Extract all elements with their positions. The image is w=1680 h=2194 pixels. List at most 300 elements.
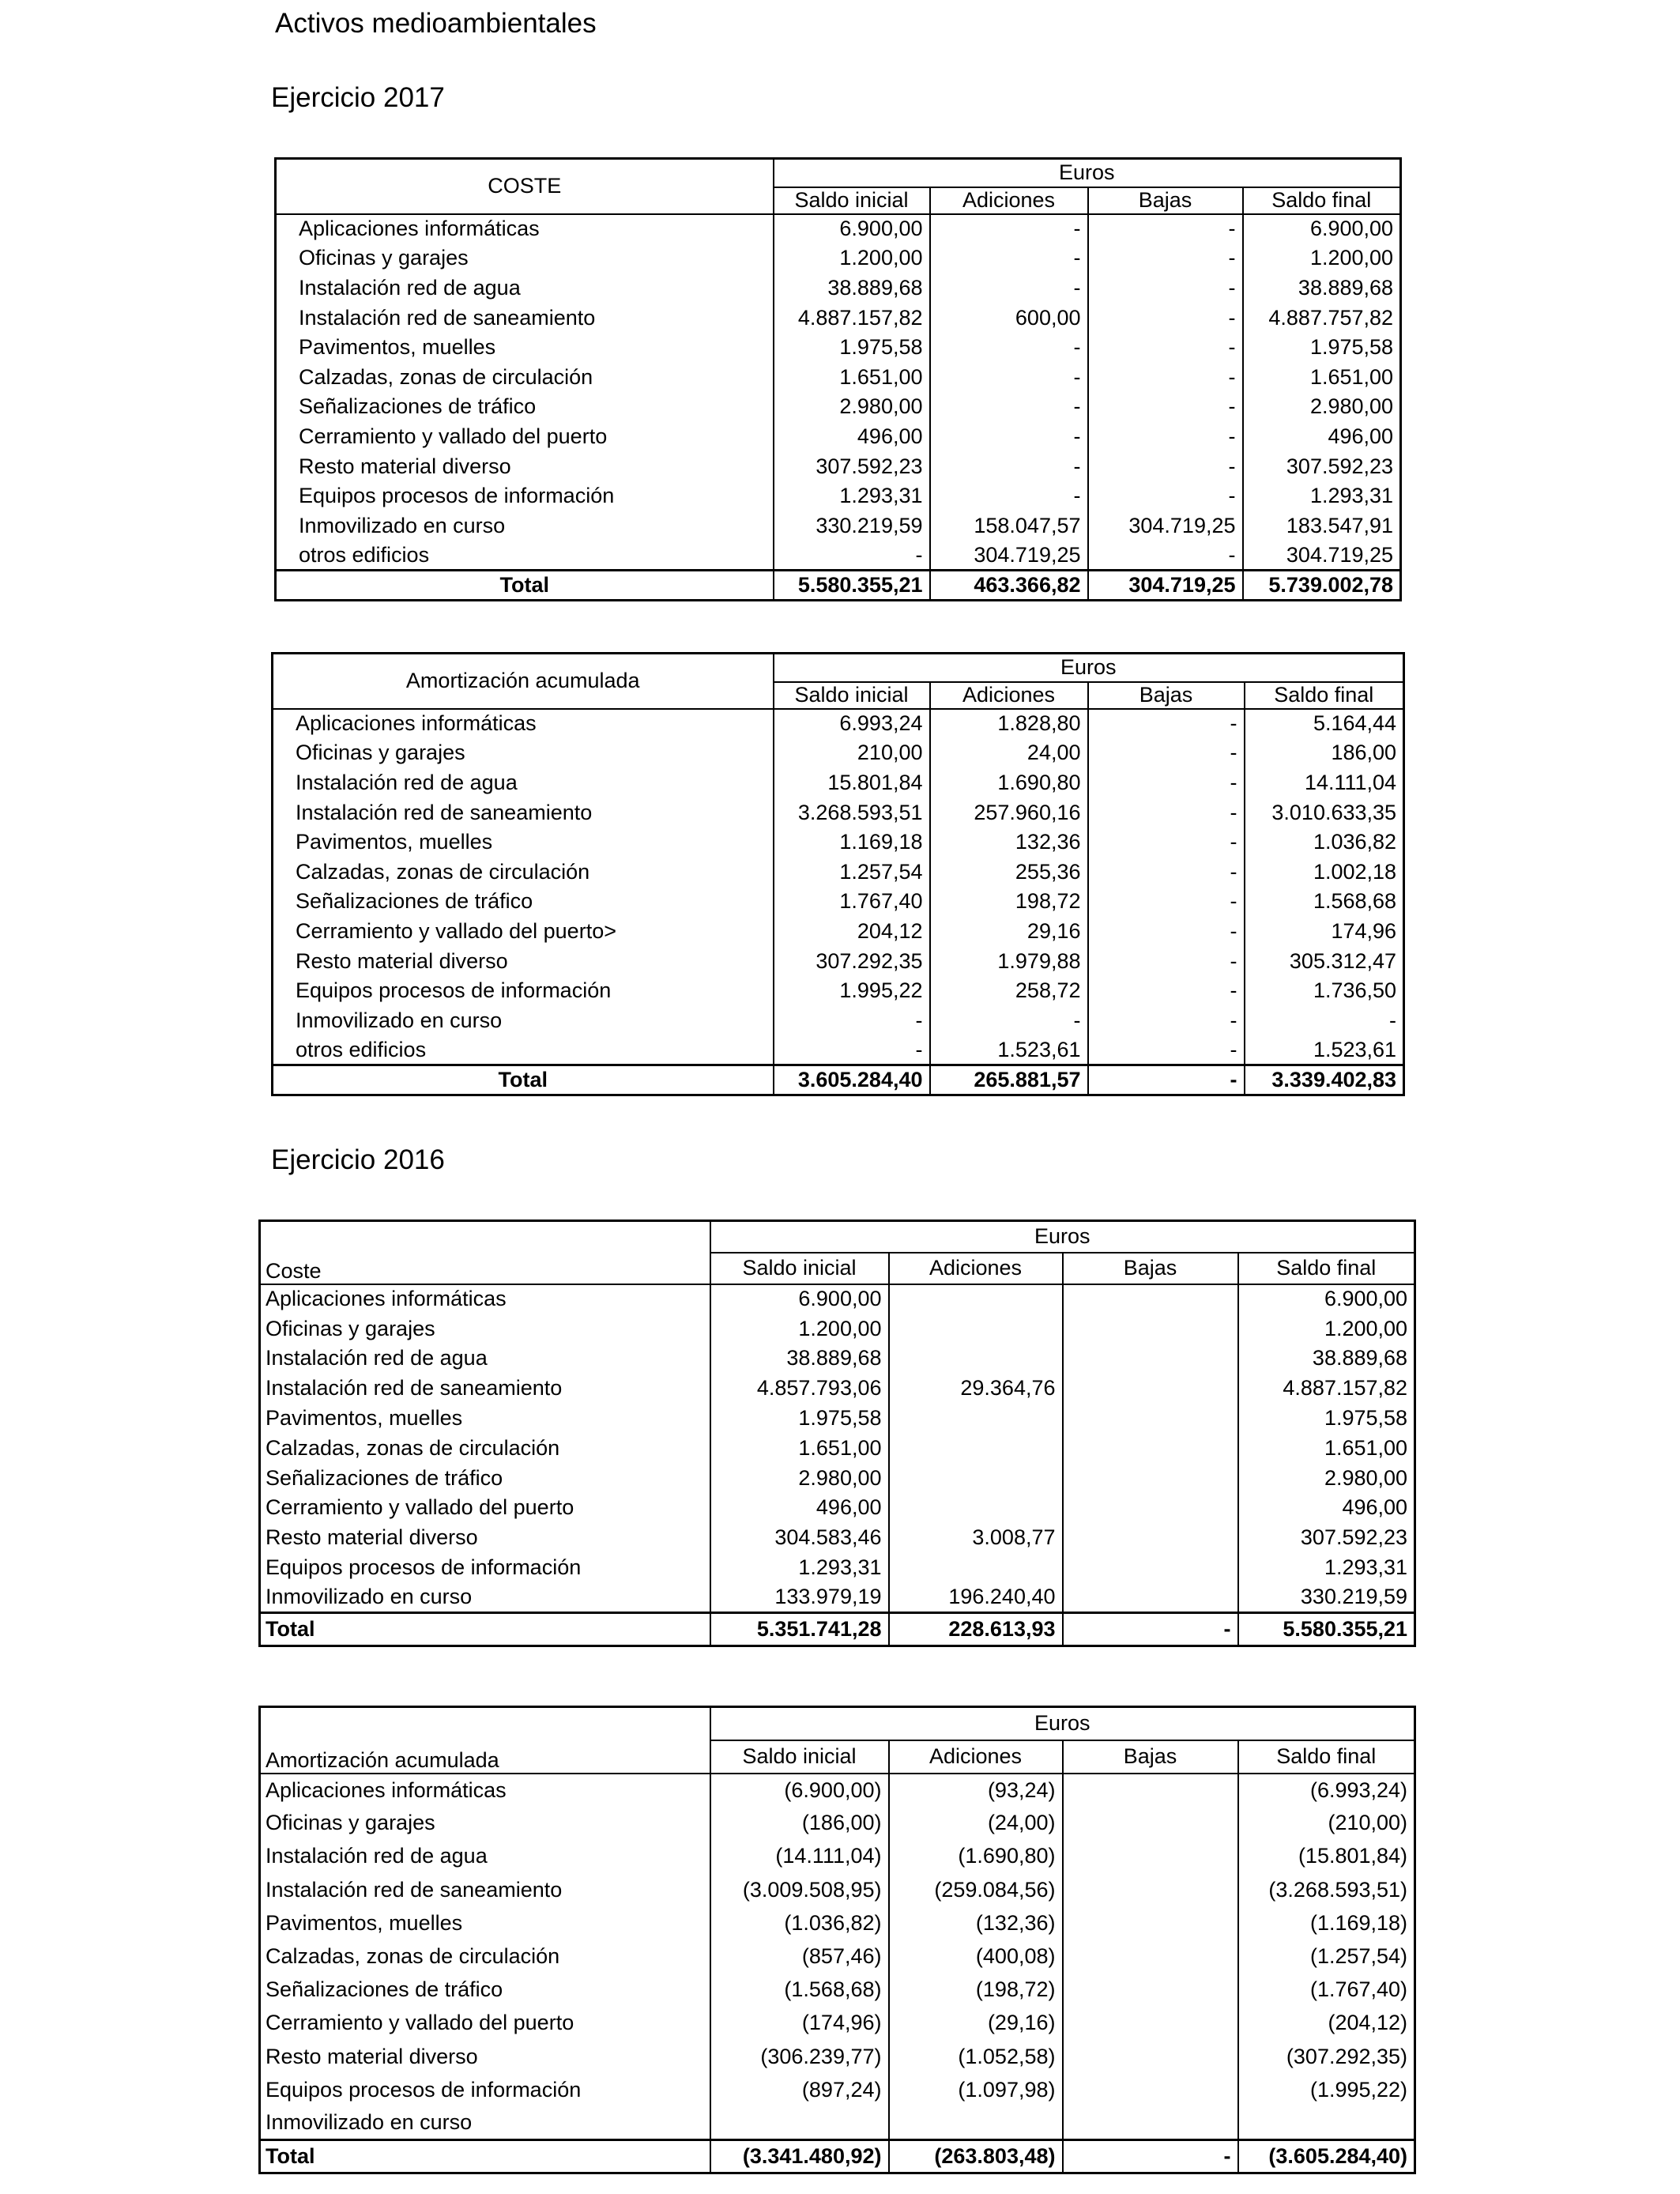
- amount-cell: 307.292,35: [774, 946, 930, 976]
- amount-cell: 174,96: [1331, 918, 1397, 943]
- row-label: Cerramiento y vallado del puerto: [260, 2007, 710, 2040]
- table-header-row: [276, 159, 1401, 187]
- amount-cell: -: [1088, 709, 1245, 739]
- table-header-row: [273, 654, 1404, 682]
- amount-cell: 307.592,23: [1286, 454, 1394, 478]
- table-row: [260, 2040, 1415, 2073]
- row-label: Equipos procesos de información: [260, 2073, 710, 2106]
- amount-cell: 330.219,59: [774, 511, 930, 541]
- table-row: [260, 1873, 1415, 1906]
- amount-cell: 1.975,58: [1324, 1406, 1408, 1431]
- table-row: [273, 797, 1404, 827]
- amount-cell: 1.828,80: [930, 709, 1088, 739]
- column-header: Bajas: [1088, 187, 1243, 214]
- row-label: otros edificios: [276, 541, 774, 571]
- column-header: Saldo inicial: [774, 187, 930, 214]
- amount-cell: (204,12): [1328, 2011, 1408, 2035]
- total-amount: 463.366,82: [930, 571, 1088, 601]
- total-amount: 228.613,93: [889, 1612, 1063, 1646]
- table-row: [273, 709, 1404, 739]
- row-label: Señalizaciones de tráfico: [276, 392, 774, 422]
- row-label: Cerramiento y vallado del puerto>: [273, 917, 774, 947]
- amount-cell: (857,46): [710, 1940, 889, 1973]
- table-row: [260, 1404, 1415, 1434]
- amount-cell: 6.900,00: [1324, 1287, 1408, 1311]
- table-section-label: COSTE: [276, 159, 774, 214]
- amount-cell: 1.995,22: [774, 976, 930, 1006]
- amount-cell: -: [1088, 827, 1245, 858]
- amount-cell: -: [930, 214, 1088, 244]
- amount-cell: 14.111,04: [1304, 770, 1397, 794]
- total-amount: (3.341.480,92): [710, 2140, 889, 2173]
- amount-cell: 1.293,31: [1309, 484, 1394, 508]
- amount-cell: 29.364,76: [889, 1374, 1063, 1404]
- amount-cell: 600,00: [930, 303, 1088, 333]
- row-label: Oficinas y garajes: [276, 243, 774, 273]
- total-amount: (263.803,48): [889, 2140, 1063, 2173]
- table-row: [276, 333, 1401, 363]
- amount-cell: 4.887.157,82: [774, 303, 930, 333]
- amount-cell: [1063, 1433, 1238, 1463]
- amount-cell: [1063, 1973, 1238, 2007]
- amount-cell: 1.651,00: [1309, 364, 1394, 389]
- total-label: Total: [276, 571, 774, 601]
- total-amount: 5.580.355,21: [774, 571, 930, 601]
- column-header: Saldo final: [1238, 1740, 1415, 1774]
- amount-cell: 38.889,68: [774, 273, 930, 303]
- amount-cell: 1.293,31: [774, 481, 930, 511]
- amount-cell: 1.690,80: [930, 768, 1088, 798]
- row-label: Pavimentos, muelles: [276, 333, 774, 363]
- table-row: [260, 1840, 1415, 1873]
- amount-cell: 4.887.757,82: [1268, 305, 1394, 330]
- amount-cell: [1063, 2040, 1238, 2073]
- amount-cell: 1.200,00: [1324, 1316, 1408, 1340]
- row-label: Instalación red de agua: [276, 273, 774, 303]
- amount-cell: (259.084,56): [889, 1873, 1063, 1906]
- amount-cell: 1.523,61: [930, 1035, 1088, 1065]
- amount-cell: 183.547,91: [1286, 513, 1394, 537]
- row-label: Pavimentos, muelles: [273, 827, 774, 858]
- table-row: [273, 827, 1404, 858]
- amount-cell: 1.257,54: [774, 857, 930, 887]
- table-row: [260, 2007, 1415, 2040]
- amount-cell: (93,24): [889, 1774, 1063, 1807]
- amount-cell: 1.293,31: [1324, 1555, 1408, 1580]
- amount-cell: (1.036,82): [710, 1906, 889, 1940]
- column-header: Bajas: [1063, 1740, 1238, 1774]
- amount-cell: (307.292,35): [1286, 2044, 1408, 2068]
- row-label: Resto material diverso: [260, 2040, 710, 2073]
- amount-cell: 2.980,00: [1309, 394, 1394, 419]
- row-label: Calzadas, zonas de circulación: [260, 1940, 710, 1973]
- total-amount: (3.605.284,40): [1238, 2140, 1415, 2173]
- amount-cell: -: [1088, 797, 1245, 827]
- amount-cell: 38.889,68: [710, 1344, 889, 1374]
- total-amount: 3.605.284,40: [774, 1065, 930, 1095]
- amount-cell: (198,72): [889, 1973, 1063, 2007]
- section-heading-2016: Ejercicio 2016: [271, 1144, 445, 1175]
- row-label: Calzadas, zonas de circulación: [273, 857, 774, 887]
- table-row: [276, 392, 1401, 422]
- amount-cell: 6.993,24: [774, 709, 930, 739]
- total-amount: 5.580.355,21: [1238, 1612, 1415, 1646]
- amount-cell: (1.995,22): [1309, 2077, 1408, 2102]
- amount-cell: [1063, 2007, 1238, 2040]
- amount-cell: 1.200,00: [1309, 246, 1394, 270]
- amount-cell: 186,00: [1331, 741, 1397, 765]
- table-row: [260, 1463, 1415, 1493]
- amount-cell: [1063, 1807, 1238, 1840]
- amount-cell: [1063, 1493, 1238, 1523]
- amount-cell: (1.690,80): [889, 1840, 1063, 1873]
- row-label: Instalación red de saneamiento: [276, 303, 774, 333]
- amount-cell: 3.008,77: [889, 1523, 1063, 1553]
- row-label: otros edificios: [273, 1035, 774, 1065]
- amount-cell: -: [1088, 214, 1243, 244]
- table-row: [276, 362, 1401, 392]
- amount-cell: (1.568,68): [710, 1973, 889, 2007]
- column-header: Adiciones: [889, 1740, 1063, 1774]
- column-header: Bajas: [1088, 682, 1245, 709]
- amount-cell: 1.169,18: [774, 827, 930, 858]
- table-row: [273, 768, 1404, 798]
- table-row: [273, 857, 1404, 887]
- amount-cell: -: [774, 541, 930, 571]
- amount-cell: 304.583,46: [710, 1523, 889, 1553]
- row-label: Instalación red de agua: [273, 768, 774, 798]
- amount-cell: -: [774, 1035, 930, 1065]
- amount-cell: 24,00: [930, 738, 1088, 768]
- table-row: [260, 1774, 1415, 1807]
- table-row: [276, 481, 1401, 511]
- total-row: [276, 571, 1401, 601]
- row-label: Señalizaciones de tráfico: [273, 887, 774, 917]
- amount-cell: 496,00: [774, 422, 930, 452]
- row-label: Oficinas y garajes: [260, 1314, 710, 1344]
- amount-cell: (15.801,84): [1298, 1844, 1408, 1868]
- row-label: Cerramiento y vallado del puerto: [260, 1493, 710, 1523]
- row-label: Señalizaciones de tráfico: [260, 1973, 710, 2007]
- row-label: Resto material diverso: [273, 946, 774, 976]
- table-section-label: Coste: [260, 1221, 710, 1284]
- amount-cell: -: [930, 273, 1088, 303]
- amount-cell: [1063, 1553, 1238, 1583]
- section-heading-2017: Ejercicio 2017: [271, 82, 445, 113]
- table-row: [260, 1314, 1415, 1344]
- row-label: Calzadas, zonas de circulación: [276, 362, 774, 392]
- row-label: Instalación red de saneamiento: [260, 1374, 710, 1404]
- amount-cell: -: [1088, 303, 1243, 333]
- table-row: [260, 1433, 1415, 1463]
- total-label: Total: [260, 2140, 710, 2173]
- amount-cell: 198,72: [930, 887, 1088, 917]
- table-row: [260, 2073, 1415, 2106]
- amortizacion-table-2016: [258, 1706, 1416, 2174]
- amount-cell: 1.651,00: [710, 1433, 889, 1463]
- total-amount: 304.719,25: [1088, 571, 1243, 601]
- total-amount: 5.739.002,78: [1243, 571, 1401, 601]
- amount-cell: 255,36: [930, 857, 1088, 887]
- amount-cell: -: [1088, 541, 1243, 571]
- amount-cell: 2.980,00: [710, 1463, 889, 1493]
- row-label: Aplicaciones informáticas: [260, 1284, 710, 1314]
- row-label: Inmovilizado en curso: [276, 511, 774, 541]
- amount-cell: [1063, 1374, 1238, 1404]
- amount-cell: 4.887.157,82: [1283, 1376, 1408, 1400]
- row-label: Equipos procesos de información: [260, 1553, 710, 1583]
- total-row: [260, 1612, 1415, 1646]
- amount-cell: [889, 2106, 1063, 2139]
- row-label: Señalizaciones de tráfico: [260, 1463, 710, 1493]
- amount-cell: (24,00): [889, 1807, 1063, 1840]
- amount-cell: 210,00: [774, 738, 930, 768]
- amount-cell: 1.568,68: [1313, 889, 1397, 914]
- amount-cell: -: [1088, 738, 1245, 768]
- table-row: [260, 1344, 1415, 1374]
- row-label: Cerramiento y vallado del puerto: [276, 422, 774, 452]
- amount-cell: [889, 1314, 1063, 1344]
- total-amount: 5.351.741,28: [710, 1612, 889, 1646]
- total-amount: -: [1063, 2140, 1238, 2173]
- row-label: Equipos procesos de información: [276, 481, 774, 511]
- amount-cell: 496,00: [710, 1493, 889, 1523]
- amount-cell: -: [930, 451, 1088, 481]
- amount-cell: 1.200,00: [710, 1314, 889, 1344]
- amount-cell: [889, 1404, 1063, 1434]
- row-label: Instalación red de agua: [260, 1840, 710, 1873]
- amount-cell: 2.980,00: [774, 392, 930, 422]
- amount-cell: (186,00): [710, 1807, 889, 1840]
- table-row: [273, 1005, 1404, 1035]
- amount-cell: 1.767,40: [774, 887, 930, 917]
- row-label: Resto material diverso: [260, 1523, 710, 1553]
- row-label: Aplicaciones informáticas: [276, 214, 774, 244]
- amount-cell: 257.960,16: [930, 797, 1088, 827]
- amount-cell: (6.993,24): [1309, 1777, 1408, 1802]
- total-label: Total: [260, 1612, 710, 1646]
- amount-cell: [1063, 1344, 1238, 1374]
- amount-cell: -: [1088, 392, 1243, 422]
- row-label: Oficinas y garajes: [273, 738, 774, 768]
- amount-cell: 496,00: [1328, 424, 1394, 448]
- amount-cell: 1.975,58: [774, 333, 930, 363]
- amount-cell: 1.651,00: [774, 362, 930, 392]
- amount-cell: -: [1088, 857, 1245, 887]
- table-row: [260, 1973, 1415, 2007]
- table-row: [273, 887, 1404, 917]
- table-row: [260, 1553, 1415, 1583]
- row-label: Calzadas, zonas de circulación: [260, 1433, 710, 1463]
- table-row: [260, 1493, 1415, 1523]
- amount-cell: [889, 1493, 1063, 1523]
- amount-cell: 133.979,19: [710, 1582, 889, 1612]
- amount-cell: -: [1088, 917, 1245, 947]
- amount-cell: -: [930, 243, 1088, 273]
- amount-cell: 132,36: [930, 827, 1088, 858]
- amount-cell: -: [1088, 1035, 1245, 1065]
- total-row: [273, 1065, 1404, 1095]
- amount-cell: 496,00: [1342, 1495, 1408, 1520]
- column-header: Adiciones: [889, 1253, 1063, 1284]
- amount-cell: [1063, 2106, 1238, 2139]
- amount-cell: (174,96): [710, 2007, 889, 2040]
- amount-cell: (3.268.593,51): [1268, 1877, 1408, 1902]
- amount-cell: -: [1088, 768, 1245, 798]
- amount-cell: -: [930, 392, 1088, 422]
- amount-cell: [889, 1284, 1063, 1314]
- amount-cell: 258,72: [930, 976, 1088, 1006]
- amount-cell: -: [1088, 976, 1245, 1006]
- table-row: [276, 273, 1401, 303]
- euros-header: Euros: [710, 1221, 1415, 1253]
- amount-cell: 5.164,44: [1313, 711, 1397, 736]
- column-header: Saldo final: [1245, 682, 1404, 709]
- row-label: Inmovilizado en curso: [273, 1005, 774, 1035]
- amount-cell: 196.240,40: [889, 1582, 1063, 1612]
- amortizacion-table-2017: [271, 652, 1405, 1096]
- row-label: Instalación red de saneamiento: [273, 797, 774, 827]
- amount-cell: (1.767,40): [1309, 1977, 1408, 2002]
- amount-cell: (897,24): [710, 2073, 889, 2106]
- amount-cell: -: [1088, 333, 1243, 363]
- table-row: [276, 451, 1401, 481]
- amount-cell: -: [1088, 422, 1243, 452]
- amount-cell: 3.268.593,51: [774, 797, 930, 827]
- row-label: Oficinas y garajes: [260, 1807, 710, 1840]
- euros-header: Euros: [774, 654, 1404, 682]
- coste-table-2016: [258, 1220, 1416, 1647]
- amount-cell: -: [930, 481, 1088, 511]
- table-row: [273, 946, 1404, 976]
- amount-cell: 307.592,23: [1300, 1525, 1408, 1550]
- amount-cell: 1.293,31: [710, 1553, 889, 1583]
- amount-cell: 1.736,50: [1313, 978, 1397, 1003]
- amount-cell: 1.200,00: [774, 243, 930, 273]
- table-row: [276, 422, 1401, 452]
- table-row: [276, 511, 1401, 541]
- amount-cell: [1063, 2073, 1238, 2106]
- amount-cell: (1.169,18): [1309, 1910, 1408, 1935]
- amount-cell: [1063, 1404, 1238, 1434]
- amount-cell: -: [1389, 1008, 1397, 1032]
- amount-cell: -: [1088, 887, 1245, 917]
- table-row: [276, 541, 1401, 571]
- table-row: [276, 303, 1401, 333]
- amount-cell: 3.010.633,35: [1271, 800, 1397, 824]
- amount-cell: 1.975,58: [1309, 335, 1394, 360]
- amount-cell: [1063, 1284, 1238, 1314]
- column-header: Saldo final: [1238, 1253, 1415, 1284]
- amount-cell: 1.975,58: [710, 1404, 889, 1434]
- column-header: Saldo inicial: [774, 682, 930, 709]
- amount-cell: [889, 1344, 1063, 1374]
- row-label: Equipos procesos de información: [273, 976, 774, 1006]
- row-label: Aplicaciones informáticas: [273, 709, 774, 739]
- row-label: Aplicaciones informáticas: [260, 1774, 710, 1807]
- amount-cell: -: [1088, 273, 1243, 303]
- amount-cell: -: [1088, 481, 1243, 511]
- amount-cell: -: [930, 1005, 1088, 1035]
- amount-cell: [1063, 1463, 1238, 1493]
- amount-cell: -: [1088, 243, 1243, 273]
- amount-cell: [1063, 1314, 1238, 1344]
- amount-cell: 1.979,88: [930, 946, 1088, 976]
- table-row: [273, 1035, 1404, 1065]
- row-label: Resto material diverso: [276, 451, 774, 481]
- amount-cell: 1.651,00: [1324, 1435, 1408, 1460]
- amount-cell: [889, 1553, 1063, 1583]
- row-label: Pavimentos, muelles: [260, 1404, 710, 1434]
- amount-cell: (29,16): [889, 2007, 1063, 2040]
- table-row: [260, 1582, 1415, 1612]
- amount-cell: (400,08): [889, 1940, 1063, 1973]
- row-label: Instalación red de agua: [260, 1344, 710, 1374]
- column-header: Bajas: [1063, 1253, 1238, 1284]
- table-row: [260, 2106, 1415, 2139]
- total-row: [260, 2140, 1415, 2173]
- amount-cell: -: [930, 362, 1088, 392]
- total-amount: 3.339.402,83: [1245, 1065, 1404, 1095]
- amount-cell: 204,12: [774, 917, 930, 947]
- amount-cell: 4.857.793,06: [710, 1374, 889, 1404]
- amount-cell: [1063, 1582, 1238, 1612]
- page-title: Activos medioambientales: [275, 8, 597, 39]
- amount-cell: [1063, 1873, 1238, 1906]
- amount-cell: 38.889,68: [1298, 275, 1394, 300]
- amount-cell: (14.111,04): [710, 1840, 889, 1873]
- amount-cell: [1238, 2106, 1415, 2139]
- amount-cell: 6.900,00: [774, 214, 930, 244]
- table-row: [276, 243, 1401, 273]
- row-label: Inmovilizado en curso: [260, 1582, 710, 1612]
- amount-cell: (6.900,00): [710, 1774, 889, 1807]
- amount-cell: -: [1088, 451, 1243, 481]
- amount-cell: (3.009.508,95): [710, 1873, 889, 1906]
- table-section-label: Amortización acumulada: [273, 654, 774, 709]
- amount-cell: [1063, 1774, 1238, 1807]
- row-label: Inmovilizado en curso: [260, 2106, 710, 2139]
- amount-cell: -: [930, 422, 1088, 452]
- amount-cell: [889, 1463, 1063, 1493]
- total-label: Total: [273, 1065, 774, 1095]
- column-header: Adiciones: [930, 187, 1088, 214]
- row-label: Pavimentos, muelles: [260, 1906, 710, 1940]
- amount-cell: [1063, 1840, 1238, 1873]
- amount-cell: (1.257,54): [1309, 1944, 1408, 1969]
- table-row: [260, 1940, 1415, 1973]
- amount-cell: 38.889,68: [1312, 1346, 1408, 1370]
- amount-cell: 1.523,61: [1313, 1037, 1397, 1061]
- table-row: [273, 917, 1404, 947]
- amount-cell: 304.719,25: [1088, 511, 1243, 541]
- amount-cell: 307.592,23: [774, 451, 930, 481]
- amount-cell: 305.312,47: [1289, 948, 1397, 973]
- amount-cell: 2.980,00: [1324, 1465, 1408, 1490]
- table-header-row: [260, 1707, 1415, 1740]
- amount-cell: (1.052,58): [889, 2040, 1063, 2073]
- amount-cell: 304.719,25: [930, 541, 1088, 571]
- amount-cell: -: [1088, 946, 1245, 976]
- amount-cell: 6.900,00: [1309, 217, 1394, 241]
- amount-cell: (306.239,77): [710, 2040, 889, 2073]
- total-amount: -: [1088, 1065, 1245, 1095]
- amount-cell: [1063, 1940, 1238, 1973]
- table-row: [273, 976, 1404, 1006]
- amount-cell: (210,00): [1328, 1811, 1408, 1835]
- table-section-label: Amortización acumulada: [260, 1707, 710, 1774]
- amount-cell: 6.900,00: [710, 1284, 889, 1314]
